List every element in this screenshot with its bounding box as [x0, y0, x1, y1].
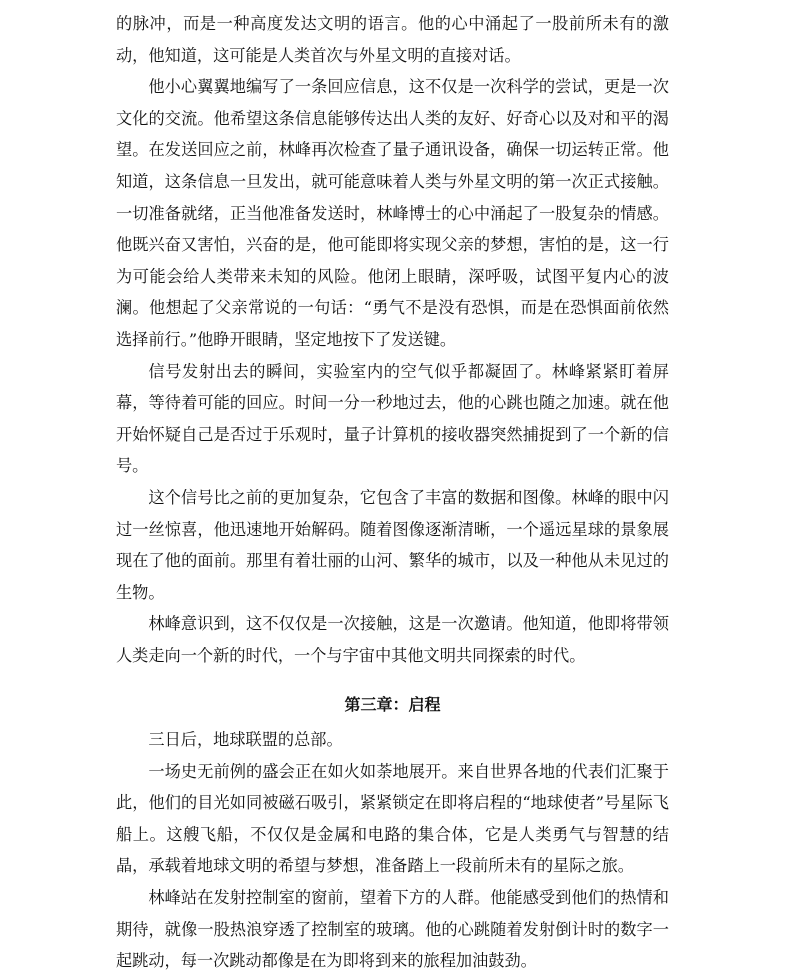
paragraph-invitation: 林峰意识到，这不仅仅是一次接触，这是一次邀请。他知道，他即将带领人类走向一个新的时代，一个与宇宙中其他文明共同探索的时代。 — [116, 614, 669, 665]
chapter-title: 第三章：启程 — [344, 695, 441, 715]
paragraph-continued: 的脉冲，而是一种高度发达文明的语言。他的心中涌起了一股前所未有的激动，他知道，这可能是人类首次与外星文明的直接对话。 — [116, 14, 669, 65]
paragraph-signal-decoded: 这个信号比之前的更加复杂，它包含了丰富的数据和图像。林峰的眼中闪过一丝惊喜，他迅速地开始解码。随着图像逐渐清晰，一个遥远星球的景象展现在了他的面前。那里有着壮丽的山河、繁华的城市，以及一种他从未见过的生物。 — [116, 487, 669, 602]
paragraph-grand-event: 一场史无前例的盛会正在如火如荼地展开。来自世界各地的代表们汇聚于此，他们的目光如同被磁石吸引，紧紧锁定在即将启程的“地球使者”号星际飞船上。这艘飞船，不仅仅是金属和电路的集合体，它是人类勇气与智慧的结晶，承载着地球文明的希望与梦想，准备踏上一段前所未有的星际之旅。 — [116, 761, 669, 876]
paragraph-reply-message: 他小心翼翼地编写了一条回应信息，这不仅是一次科学的尝试，更是一次文化的交流。他希望这条信息能够传达出人类的友好、好奇心以及对和平的渴望。在发送回应之前，林峰再次检查了量子通讯设备，确保一切运转正常。他知道，这条信息一旦发出，就可能意味着人类与外星文明的第一次正式接触。一切准备就绪，正当他准备发送时，林峰博士的心中涌起了一股复杂的情感。他既兴奋又害怕，兴奋的是，他可能即将实现父亲的梦想，害怕的是，这一行为可能会给人类带来未知的风险。他闭上眼睛，深呼吸，试图平复内心的波澜。他想起了父亲常说的一句话：“勇气不是没有恐惧，而是在恐惧面前依然选择前行。”他睁开眼睛，坚定地按下了发送键。 — [116, 77, 669, 349]
paragraph-control-room: 林峰站在发射控制室的窗前，望着下方的人群。他能感受到他们的热情和期待，就像一股热浪穿透了控制室的玻璃。他的心跳随着发射倒计时的数字一起跳动，每一次跳动都像是在为即将到来的旅程加油鼓劲。 — [116, 888, 669, 971]
paragraph-three-days-later: 三日后，地球联盟的总部。 — [148, 730, 343, 750]
paragraph-signal-sent: 信号发射出去的瞬间，实验室内的空气似乎都凝固了。林峰紧紧盯着屏幕，等待着可能的回应。时间一分一秒地过去，他的心跳也随之加速。就在他开始怀疑自己是否过于乐观时，量子计算机的接收器突然捕捉到了一个新的信号。 — [116, 361, 669, 476]
